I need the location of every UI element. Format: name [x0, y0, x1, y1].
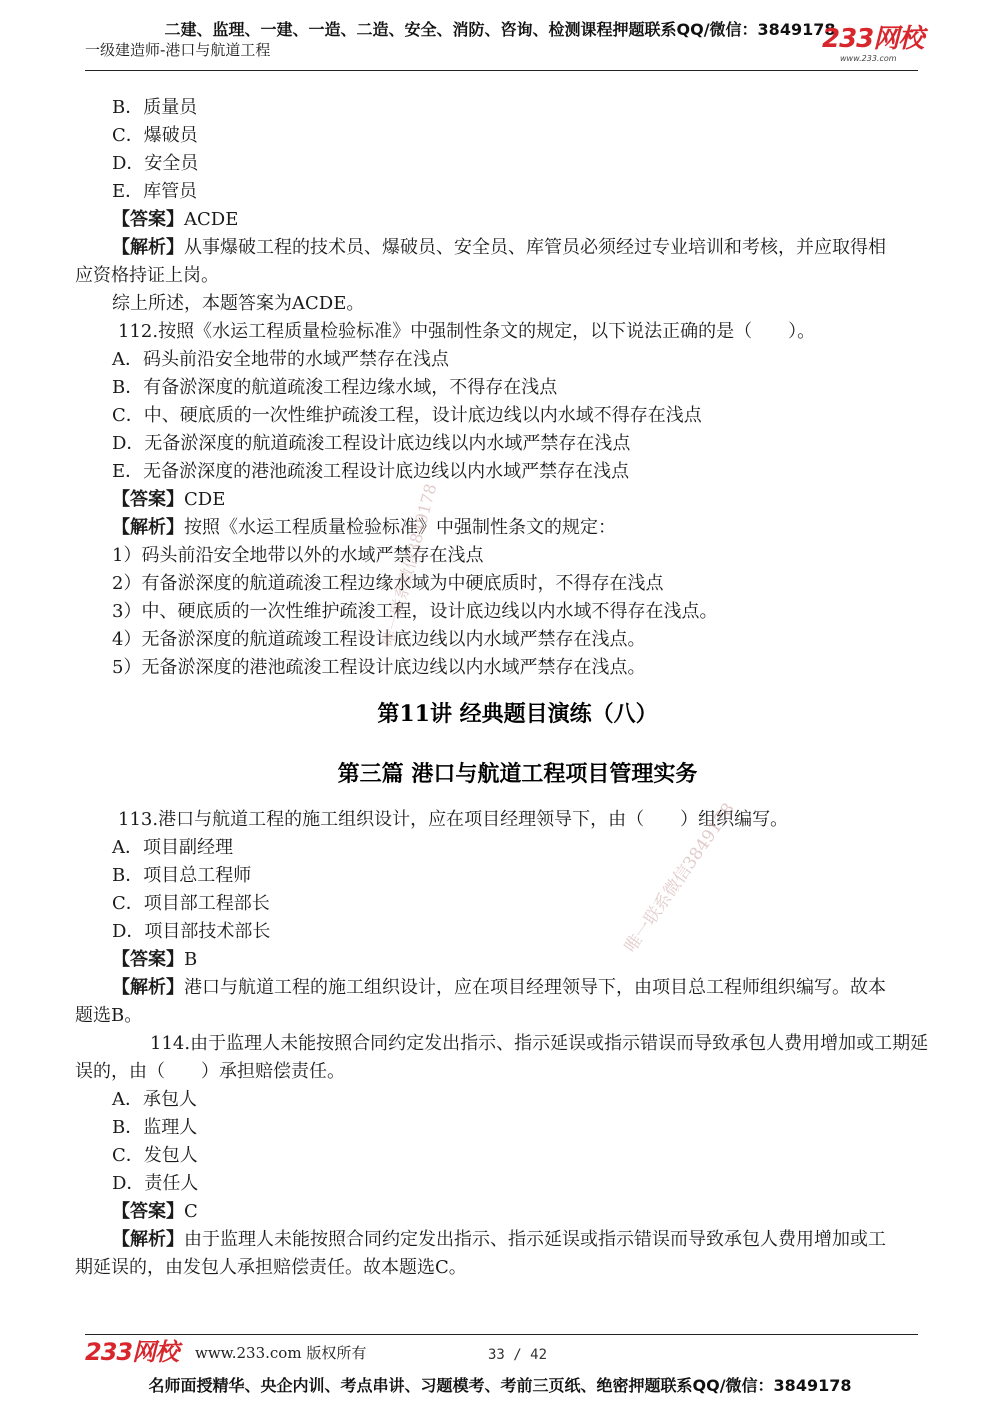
analysis-label: 【解析】 — [112, 977, 184, 998]
option-c: C．发包人 — [112, 1145, 198, 1166]
footer-banner: 名师面授精华、央企内训、考点串讲、习题模考、考前三页纸、绝密押题联系QQ/微信：3849178 — [148, 1376, 852, 1395]
option-d: D．责任人 — [112, 1173, 199, 1194]
page-number: 33 / 42 — [488, 1347, 548, 1363]
answer-label: 【答案】 — [112, 209, 184, 230]
analysis-text: 从事爆破工程的技术员、爆破员、安全员、库管员必须经过专业培训和考核，并应取得相 — [184, 237, 886, 258]
answer-value: B — [184, 949, 198, 970]
option-c: C．项目部工程部长 — [112, 893, 270, 914]
analysis-continuation: 题选B。 — [75, 1005, 143, 1026]
header-subject: 一级建造师-港口与航道工程 — [85, 41, 271, 59]
analysis-line — [0, 514, 1000, 542]
answer-label: 【答案】 — [112, 949, 184, 970]
answer-line — [0, 946, 1000, 974]
question-stem: 113.港口与航道工程的施工组织设计，应在项目经理领导下，由（ ）组织编写。 — [118, 809, 789, 830]
watermark: 唯一联系微信3849178 — [620, 799, 740, 957]
footer-rule — [85, 1334, 918, 1335]
answer-value: CDE — [184, 489, 226, 510]
option-d: D．项目部技术部长 — [112, 921, 271, 942]
analysis-continuation: 应资格持证上岗。 — [75, 265, 219, 286]
analysis-continuation: 期延误的，由发包人承担赔偿责任。故本题选C。 — [75, 1257, 467, 1278]
answer-value: ACDE — [184, 209, 239, 230]
analysis-point: 3）中、硬底质的一次性维护疏浚工程，设计底边线以内水域不得存在浅点。 — [112, 601, 718, 622]
option-a: A．承包人 — [112, 1089, 197, 1110]
summary-line: 综上所述，本题答案为ACDE。 — [112, 293, 365, 314]
option-e: E．库管员 — [112, 181, 198, 202]
analysis-text: 港口与航道工程的施工组织设计，应在项目经理领导下，由项目总工程师组织编写。故本 — [184, 977, 886, 998]
question-114 — [0, 1030, 1000, 1282]
footer-copyright: www.233.com 版权所有 — [195, 1344, 367, 1362]
option-b: B．项目总工程师 — [112, 865, 252, 886]
analysis-line — [0, 234, 1000, 262]
answer-label: 【答案】 — [112, 489, 184, 510]
footer-logo: 233网校 — [85, 1338, 179, 1366]
analysis-text: 按照《水运工程质量检验标准》中强制性条文的规定： — [184, 517, 616, 538]
analysis-label: 【解析】 — [112, 237, 184, 258]
question-112 — [0, 318, 1000, 682]
option-b: B．有备淤深度的航道疏浚工程边缘水域，不得存在浅点 — [112, 377, 558, 398]
analysis-line — [0, 1226, 1000, 1254]
answer-line — [0, 206, 1000, 234]
answer-line — [0, 486, 1000, 514]
analysis-line — [0, 974, 1000, 1002]
analysis-point: 2）有备淤深度的航道疏浚工程边缘水域为中硬底质时，不得存在浅点 — [112, 573, 664, 594]
header-logo-site: www.233.com — [840, 54, 897, 63]
option-a: A．项目副经理 — [112, 837, 233, 858]
analysis-point: 1）码头前沿安全地带以外的水域严禁存在浅点 — [112, 545, 484, 566]
analysis-label: 【解析】 — [112, 517, 184, 538]
option-a: A．码头前沿安全地带的水域严禁存在浅点 — [112, 349, 449, 370]
analysis-text: 由于监理人未能按照合同约定发出指示、指示延误或指示错误而导致承包人费用增加或工 — [184, 1229, 886, 1250]
question-stem: 114.由于监理人未能按照合同约定发出指示、指示延误或指示错误而导致承包人费用增加或工期延 — [150, 1033, 929, 1054]
option-c: C．中、硬底质的一次性维护疏浚工程，设计底边线以内水域不得存在浅点 — [112, 405, 702, 426]
header-banner: 二建、监理、一建、一造、二造、安全、消防、咨询、检测课程押题联系QQ/微信：3849178 — [164, 20, 836, 39]
question-113 — [0, 806, 1000, 1030]
option-d: D．无备淤深度的航道疏浚工程设计底边线以内水域严禁存在浅点 — [112, 433, 631, 454]
part-title: 第三篇 港口与航道工程项目管理实务 — [337, 761, 698, 787]
answer-label: 【答案】 — [112, 1201, 184, 1222]
option-d: D．安全员 — [112, 153, 199, 174]
header-logo: 233网校 — [822, 24, 924, 54]
answer-value: C — [184, 1201, 198, 1222]
analysis-label: 【解析】 — [112, 1229, 184, 1250]
analysis-point: 5）无备淤深度的港池疏浚工程设计底边线以内水域严禁存在浅点。 — [112, 657, 646, 678]
lecture-title: 第11讲 经典题目演练（八） — [377, 701, 658, 727]
option-c: C．爆破员 — [112, 125, 198, 146]
watermark: 唯一联系微信3849178 — [378, 481, 441, 649]
question-stem-continuation: 误的，由（ ）承担赔偿责任。 — [75, 1061, 345, 1082]
analysis-point: 4）无备淤深度的航道疏竣工程设计底边线以内水域严禁存在浅点。 — [112, 629, 646, 650]
header-rule — [85, 70, 918, 71]
option-b: B．监理人 — [112, 1117, 198, 1138]
option-e: E．无备淤深度的港池疏浚工程设计底边线以内水域严禁存在浅点 — [112, 461, 630, 482]
question-111-tail — [0, 94, 1000, 318]
answer-line — [0, 1198, 1000, 1226]
option-b: B．质量员 — [112, 97, 198, 118]
question-stem: 112.按照《水运工程质量检验标准》中强制性条文的规定，以下说法正确的是（ ）。 — [118, 321, 816, 342]
